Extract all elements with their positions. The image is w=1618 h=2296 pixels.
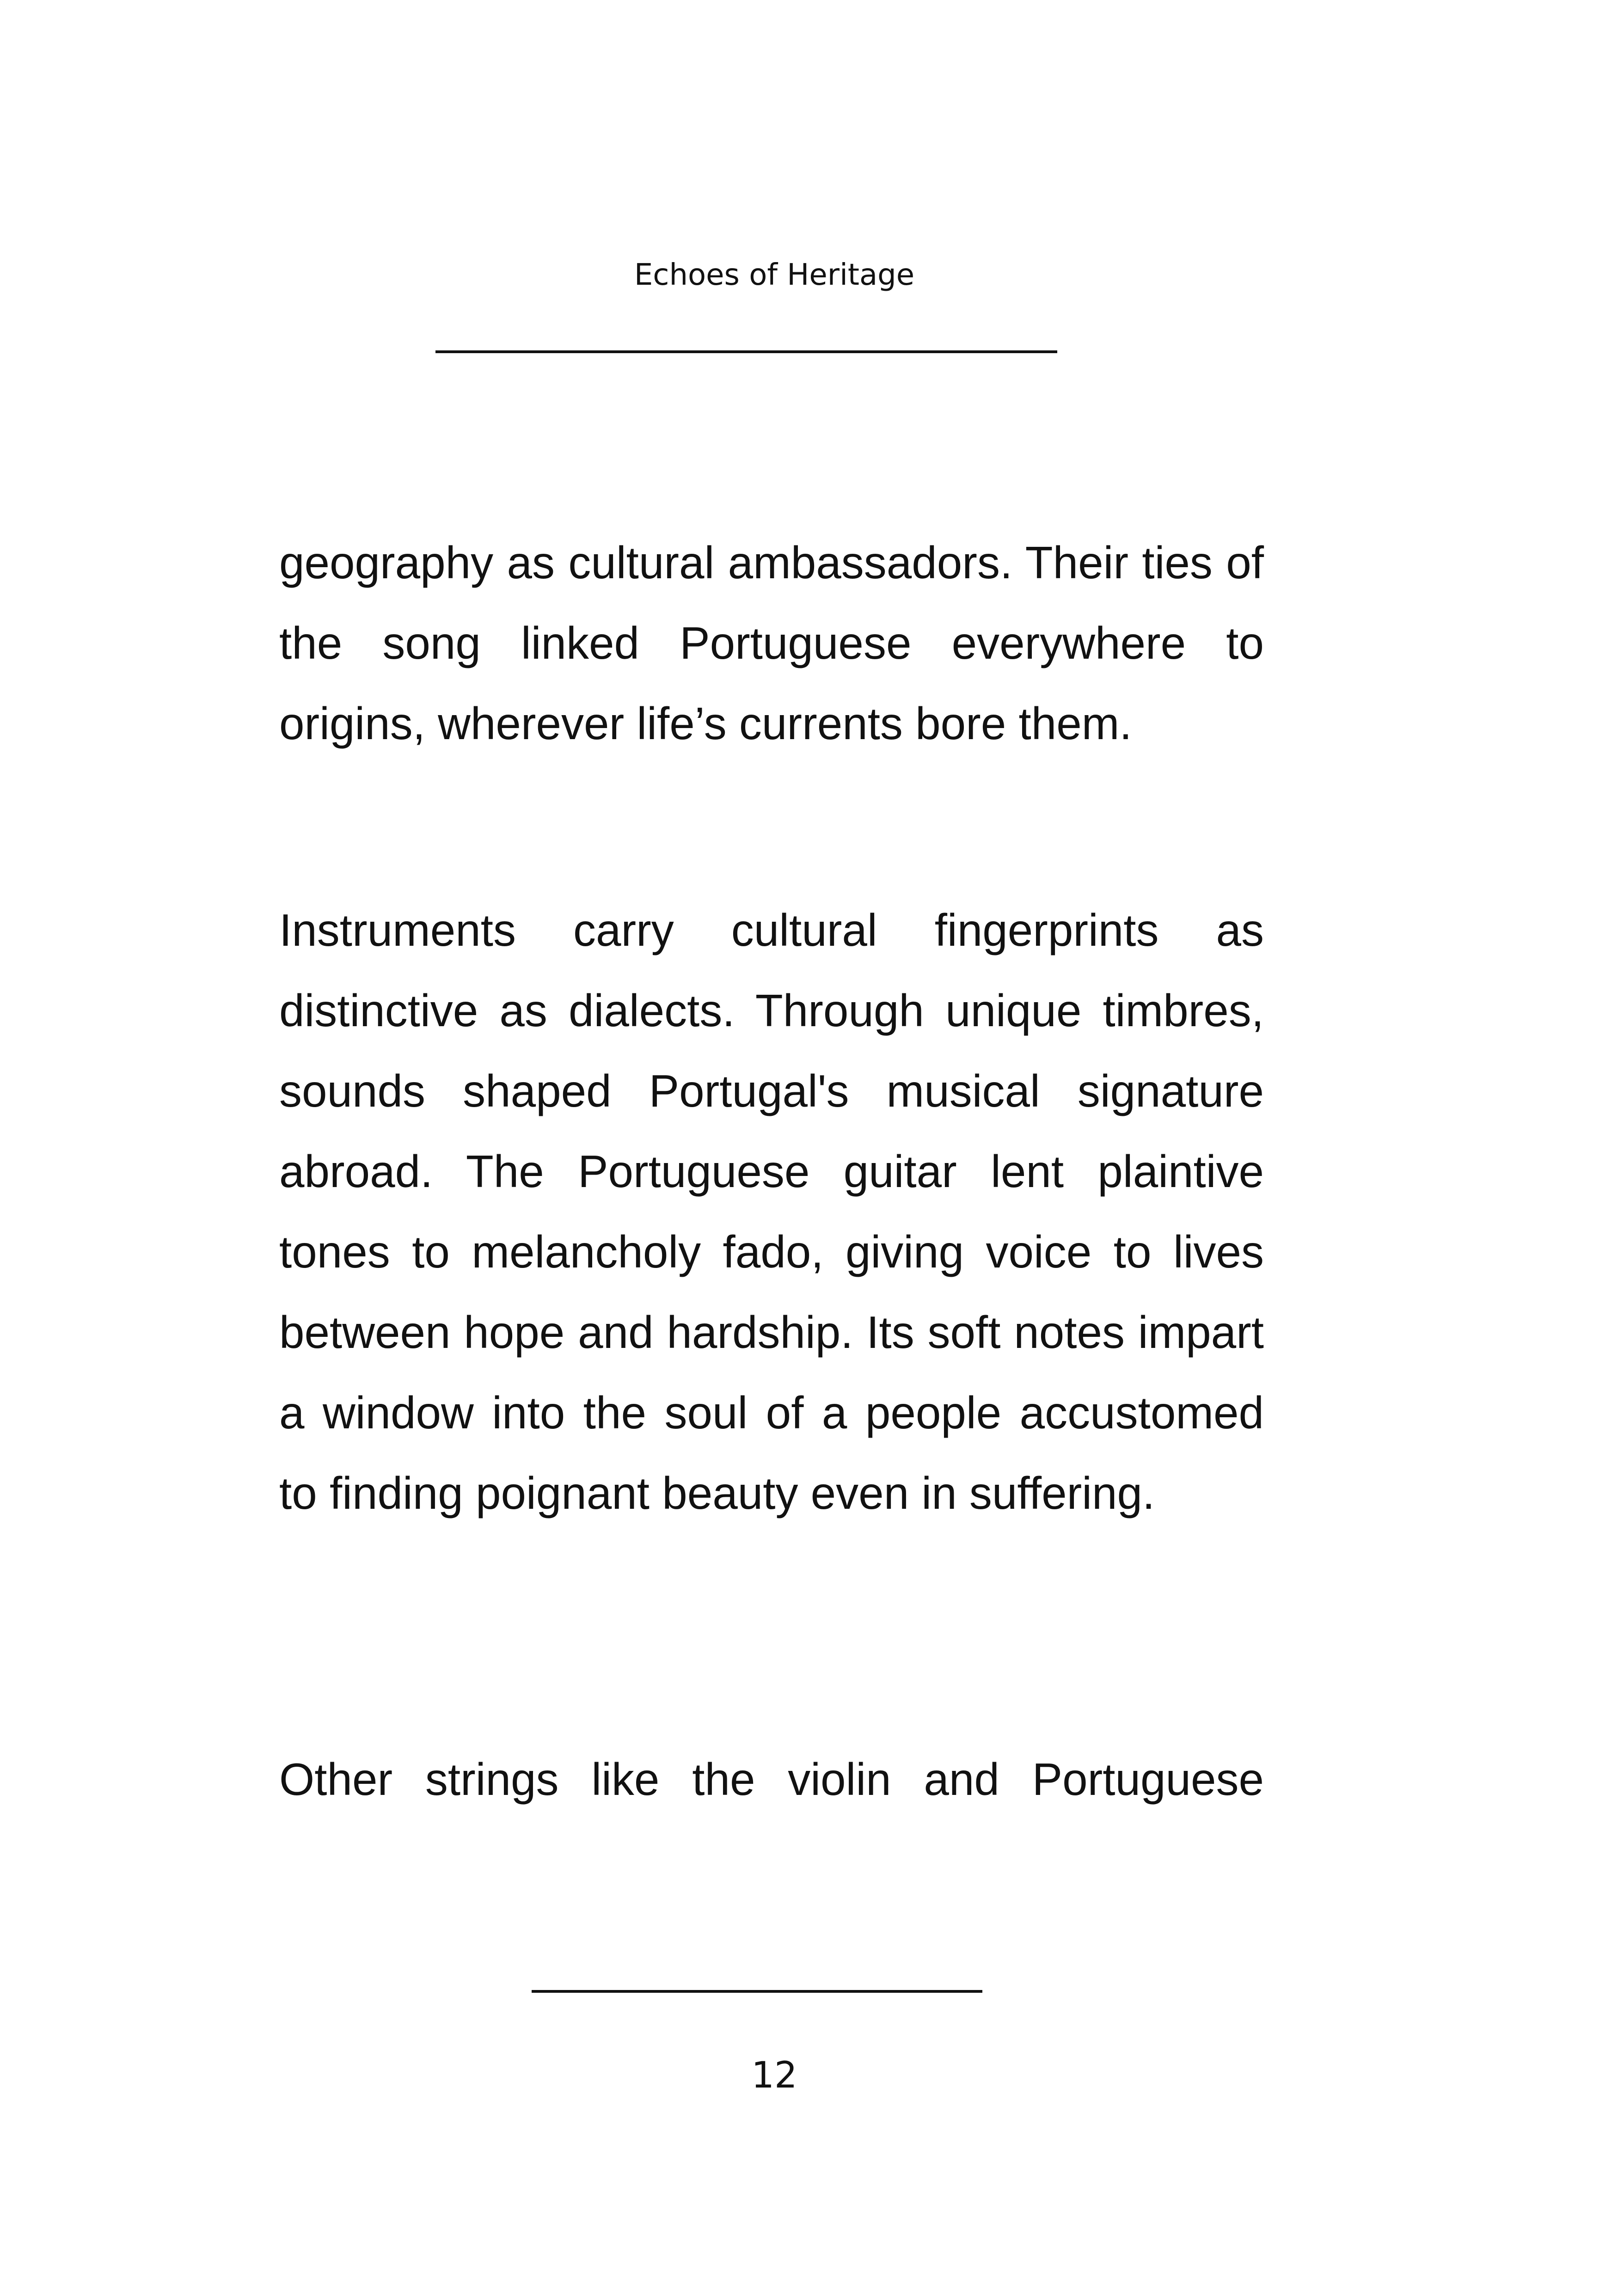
page-number: 12	[751, 2055, 797, 2096]
running-header-title: Echoes of Heritage	[634, 258, 915, 292]
paragraph-text: Instruments carry cultural fingerprints as distinctive as dialects. Through unique timbres, sounds shaped Portugal's musical signature abroad. The Portuguese guitar lent plaintive tones to melancholy fado, giving voice to lives between hope and hardship. Its soft notes impart a window into the soul of a people accustomed to finding poignant beauty even in suffering.	[279, 905, 1264, 1518]
body-paragraph-1	[279, 522, 1264, 764]
header-rule	[435, 350, 1057, 353]
footer-rule	[532, 1990, 982, 1993]
paragraph-text: geography as cultural ambassadors. Their ties of the song linked Portuguese everywhere to origins, wherever life’s currents bore them.	[279, 537, 1264, 749]
body-paragraph-3	[279, 1739, 1264, 1819]
body-paragraph-2	[279, 890, 1264, 1533]
paragraph-text: Other strings like the violin and Portuguese	[279, 1754, 1264, 1805]
